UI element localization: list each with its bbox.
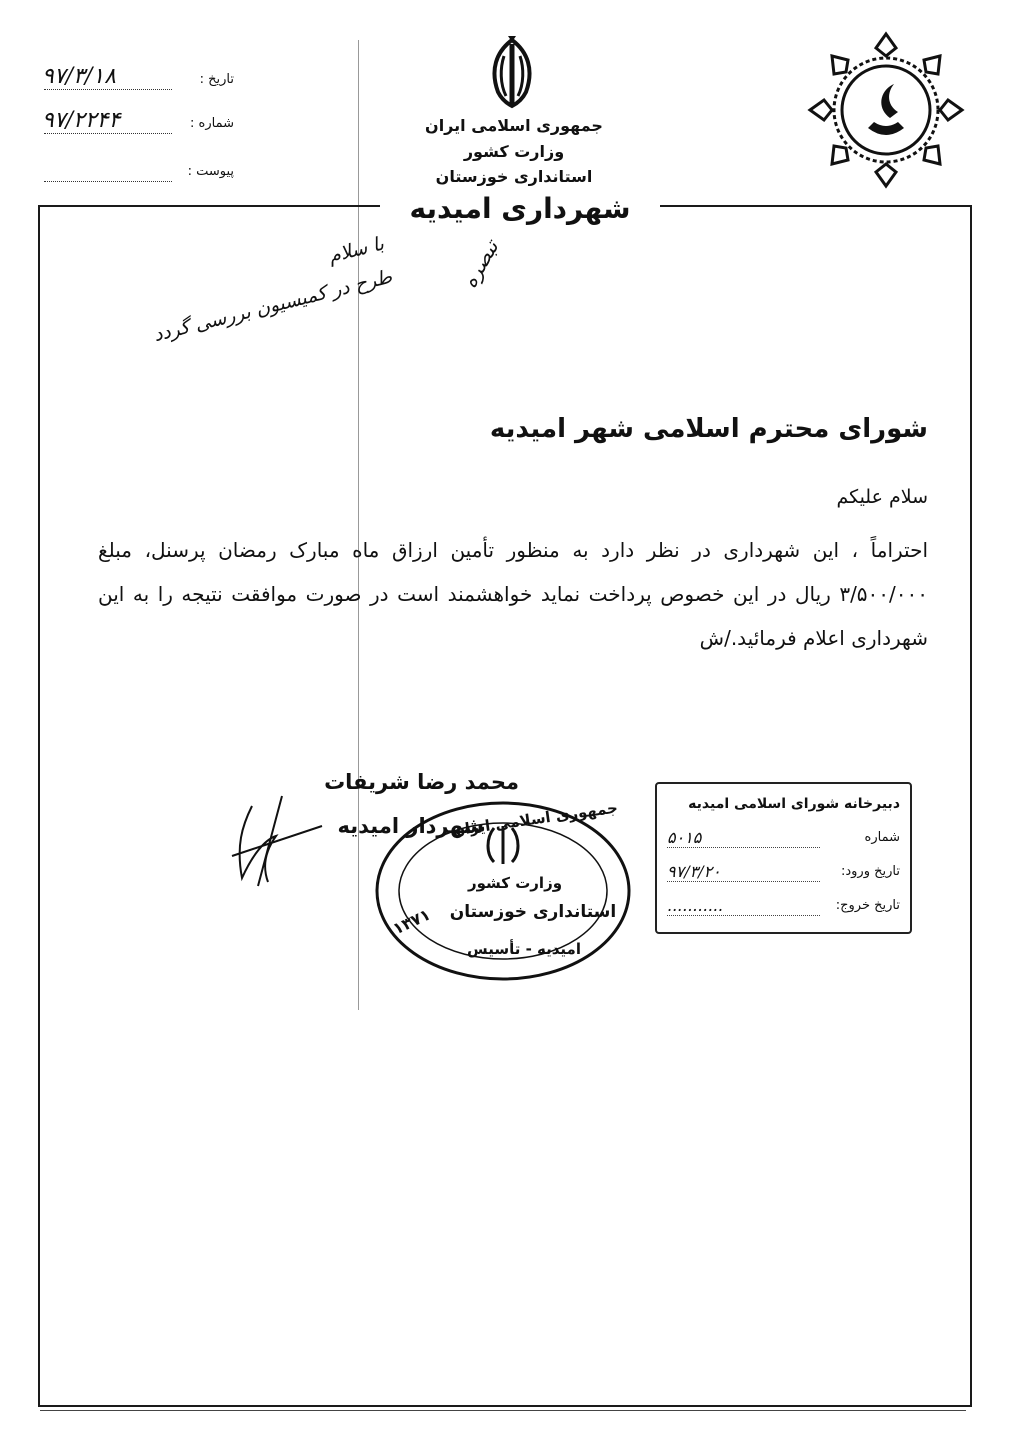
signatory-name: محمد رضا شریفات: [324, 770, 519, 794]
frame-bottom-rule: [40, 1410, 966, 1411]
handwritten-referral: تبصره: [457, 236, 504, 292]
number-value: ۹۷/۲۲۴۴: [42, 108, 121, 133]
handwritten-signature: [222, 786, 332, 896]
municipality-title: شهرداری امیدیه: [380, 192, 660, 225]
date-underline: [44, 89, 172, 90]
date-value: ۹۷/۳/۱۸: [42, 64, 116, 89]
council-stamp-number-label: شماره: [864, 830, 900, 845]
number-underline: [44, 133, 172, 134]
letter-paragraph: احتراماً ، این شهرداری در نظر دارد به منظور تأمین ارزاق ماه مبارک رمضان پرسنل، مبلغ ۳/۵۰۰/۰۰۰ ریال در این خصوص پرداخت نماید خواهشمند است در صورت موافقت نتیجه را به این شهرداری اعلام فرمائید./ش: [98, 538, 928, 650]
date-field: [34, 64, 234, 94]
council-stamp-title: دبیرخانه شورای اسلامی امیدیه: [688, 796, 900, 812]
header-governorate: استانداری خوزستان: [435, 167, 593, 186]
council-secretariat-stamp: [655, 782, 912, 934]
signatory-title: شهردار امیدیه: [337, 814, 484, 838]
header-country: جمهوری اسلامی ایران: [425, 116, 603, 135]
number-field: [34, 108, 234, 138]
council-stamp-number-value: ۵۰۱۵: [667, 828, 820, 848]
council-stamp-number-row: [667, 828, 900, 852]
council-stamp-entry-value: ۹۷/۳/۲۰: [667, 862, 820, 882]
number-label: شماره :: [190, 116, 234, 131]
round-stamp-year: ۱۳۷۱: [389, 904, 434, 939]
attachment-field: [34, 162, 234, 186]
attachment-label: پیوست :: [187, 164, 234, 179]
round-stamp-governorate: استانداری خوزستان: [449, 902, 617, 922]
council-stamp-exit-value: ...........: [667, 896, 820, 916]
round-stamp-bottom: امیدیه - تأسیس: [467, 940, 581, 958]
council-stamp-entry-row: [667, 862, 900, 886]
letter-addressee: شورای محترم اسلامی شهر امیدیه: [489, 414, 928, 444]
header-ministry: وزارت کشور: [463, 142, 565, 161]
council-stamp-entry-label: تاریخ ورود:: [840, 864, 900, 879]
attachment-underline: [44, 181, 172, 182]
letter-greeting: سلام علیکم: [836, 486, 928, 508]
round-stamp-top: جمهوری اسلامی ایران: [451, 798, 619, 840]
council-stamp-exit-label: تاریخ خروج:: [835, 898, 900, 913]
council-stamp-exit-row: [667, 896, 900, 920]
round-stamp-ministry: وزارت کشور: [467, 874, 563, 892]
date-label: تاریخ :: [199, 72, 234, 87]
municipality-logo-icon: [806, 28, 966, 193]
handwritten-margin-note: با سلام طرح در کمیسیون بررسی گردد: [151, 232, 395, 347]
iran-emblem-icon: [478, 34, 546, 110]
